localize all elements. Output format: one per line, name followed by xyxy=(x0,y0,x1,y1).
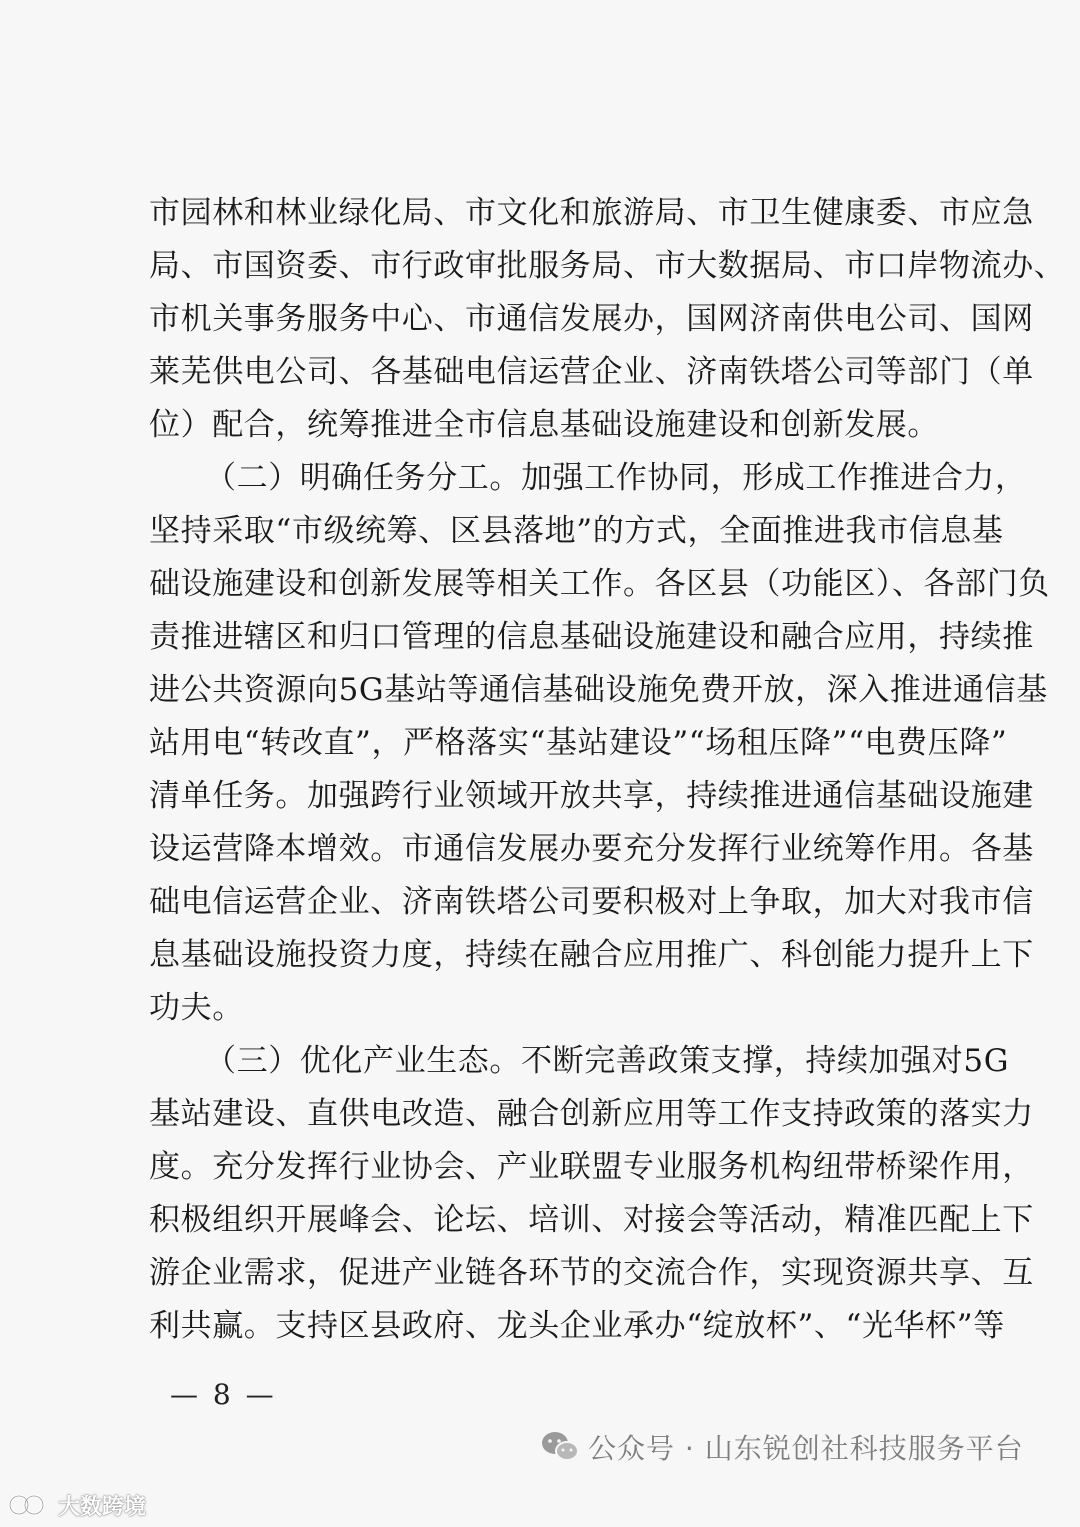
text-line: 位）配合，统筹推进全市信息基础设施建设和创新发展。 xyxy=(149,407,939,443)
wechat-watermark-text: 公众号 · 山东锐创社科技服务平台 xyxy=(588,1432,1024,1465)
text-line: 局、市国资委、市行政审批服务局、市大数据局、市口岸物流办、 xyxy=(149,248,1066,284)
text-line: 础电信运营企业、济南铁塔公司要积极对上争取，加大对我市信 xyxy=(149,884,1034,920)
text-line: 游企业需求，促进产业链各环节的交流合作，实现资源共享、互 xyxy=(149,1255,1034,1291)
text-line: 积极组织开展峰会、论坛、培训、对接会等活动，精准匹配上下 xyxy=(149,1202,1034,1238)
page-number: — 8 — xyxy=(170,1378,277,1411)
text-line: 责推进辖区和归口管理的信息基础设施建设和融合应用，持续推 xyxy=(149,619,1034,655)
text-line: 设运营降本增效。市通信发展办要充分发挥行业统筹作用。各基 xyxy=(149,831,1034,867)
text-line: 基站建设、直供电改造、融合创新应用等工作支持政策的落实力 xyxy=(149,1096,1034,1132)
text-line: 市园林和林业绿化局、市文化和旅游局、市卫生健康委、市应急 xyxy=(149,195,1034,231)
text-line: 功夫。 xyxy=(149,990,244,1026)
text-line: 莱芜供电公司、各基础电信运营企业、济南铁塔公司等部门（单 xyxy=(149,354,1034,390)
text-line: 进公共资源向5G基站等通信基础设施免费开放，深入推进通信基 xyxy=(149,672,1048,708)
text-line: 利共赢。支持区县政府、龙头企业承办“绽放杯”、“光华杯”等 xyxy=(149,1308,1005,1344)
text-line: 坚持采取“市级统筹、区县落地”的方式，全面推进我市信息基 xyxy=(149,513,1004,549)
corner-watermark xyxy=(8,1490,146,1520)
text-line: 站用电“转改直”，严格落实“基站建设”“场租压降”“电费压降” xyxy=(149,725,1008,761)
section-heading-line: （二）明确任务分工。加强工作协同，形成工作推进合力， xyxy=(205,460,1027,496)
wechat-watermark xyxy=(540,1424,1024,1470)
text-line: 度。充分发挥行业协会、产业联盟专业服务机构纽带桥梁作用， xyxy=(149,1149,1034,1185)
text-line: 市机关事务服务中心、市通信发展办，国网济南供电公司、国网 xyxy=(149,301,1034,337)
section-heading-line: （三）优化产业生态。不断完善政策支撑，持续加强对5G xyxy=(205,1043,1010,1079)
wechat-icon xyxy=(540,1429,580,1465)
text-line: 清单任务。加强跨行业领域开放共享，持续推进通信基础设施建 xyxy=(149,778,1034,814)
corner-watermark-text: 大数跨境 xyxy=(58,1494,147,1520)
corner-logo-icon xyxy=(8,1492,52,1518)
text-line: 础设施建设和创新发展等相关工作。各区县（功能区）、各部门负 xyxy=(149,566,1050,602)
text-line: 息基础设施投资力度，持续在融合应用推广、科创能力提升上下 xyxy=(149,937,1034,973)
